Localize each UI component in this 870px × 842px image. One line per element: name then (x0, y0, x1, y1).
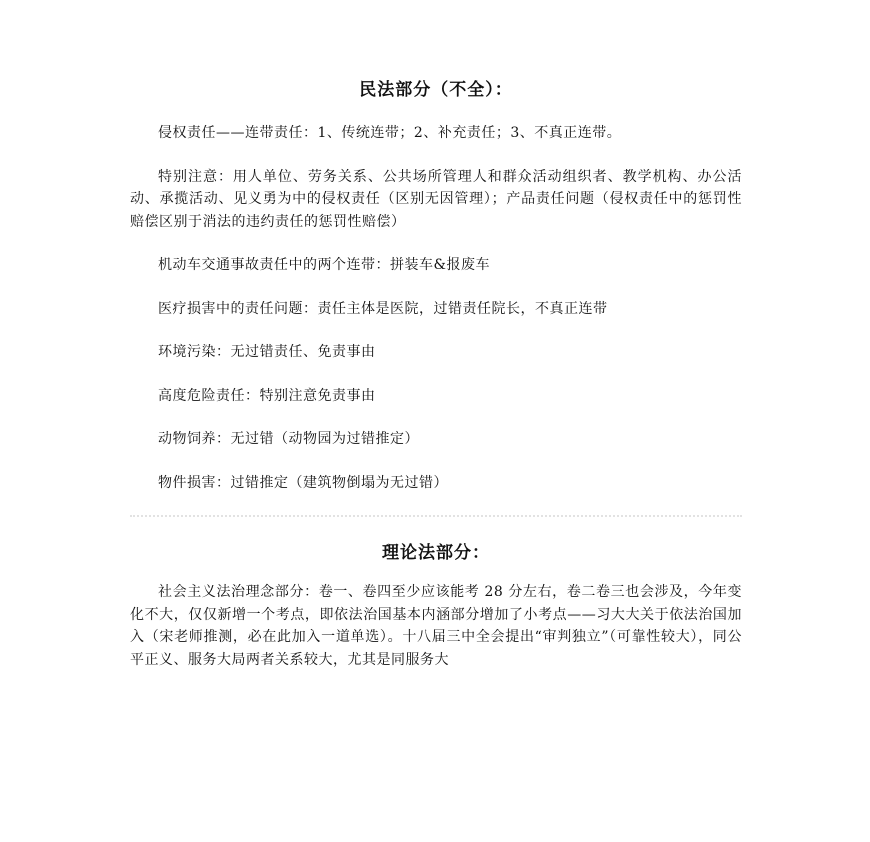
paragraph-tort-joint-liability: 侵权责任——连带责任：1、传统连带；2、补充责任；3、不真正连带。 (158, 125, 622, 141)
theory-law-title: 理论法部分： (382, 543, 490, 563)
paragraph-rule-of-law-concept: 社会主义法治理念部分：卷一、卷四至少应该能考 28 分左右，卷二卷三也会涉及，今年变化不大，仅仅新增一个考点，即依法治国基本内涵部分增加了小考点——习大大关于依法治国加入（宋老师推测，必在此加入一道单选）。十八届三中全会提出“审判独立”（可靠性较大），同公平正义、服务大局两者关系较大，尤其是同服务大 (130, 584, 742, 668)
document-content (130, 72, 742, 671)
paragraph-special-attention: 特别注意：用人单位、劳务关系、公共场所管理人和群众活动组织者、教学机构、办公活动、承揽活动、见义勇为中的侵权责任（区别无因管理）；产品责任问题（侵权责任中的惩罚性赔偿区别于消法的违约责任的惩罚性赔偿） (130, 168, 742, 230)
section-divider (130, 515, 742, 517)
paragraph-animal-keeping: 动物饲养：无过错（动物园为过错推定） (158, 431, 419, 447)
civil-law-title: 民法部分（不全）： (359, 80, 513, 100)
civil-law-section (130, 76, 742, 494)
paragraph-medical-damage: 医疗损害中的责任问题：责任主体是医院，过错责任院长，不真正连带 (158, 300, 608, 317)
paragraph-motor-vehicle: 机动车交通事故责任中的两个连带：拼装车&报废车 (158, 257, 490, 273)
paragraph-high-danger: 高度危险责任：特别注意免责事由 (158, 387, 376, 404)
paragraph-environmental-pollution: 环境污染：无过错责任、免责事由 (158, 344, 376, 360)
theory-law-section (130, 539, 742, 671)
paragraph-object-damage: 物件损害：过错推定（建筑物倒塌为无过错） (158, 474, 448, 491)
